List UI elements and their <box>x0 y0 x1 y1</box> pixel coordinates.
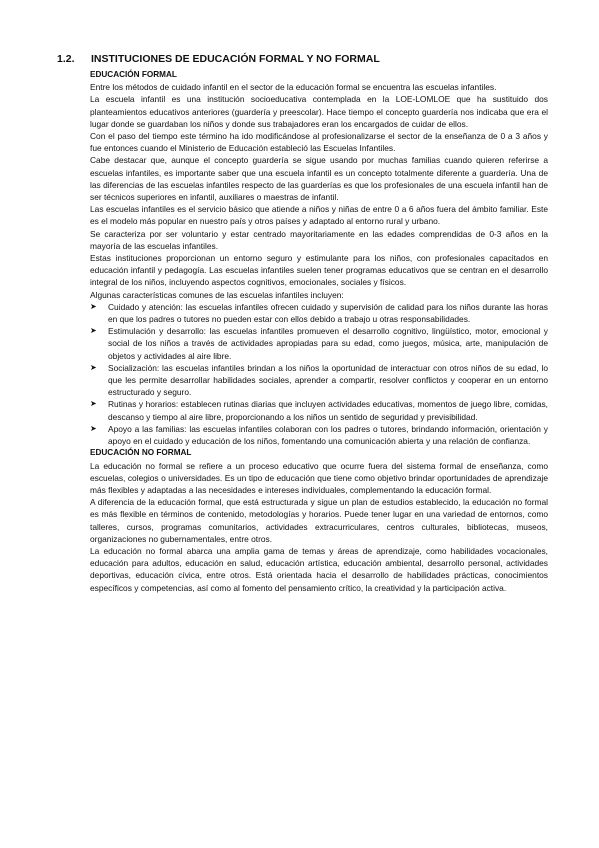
list-item-text: Estimulación y desarrollo: las escuelas infantiles promueven el desarrollo cognitivo, lingüístico, motor, emocional y social de los niños a través de actividades apropiadas para su edad, como juegos, música, arte, manipulación de objetos y actividades al aire libre. <box>108 326 548 361</box>
paragraph: Se caracteriza por ser voluntario y estar centrado mayoritariamente en las edades comprendidas de 0-3 años en la mayoría de las escuelas infantiles. <box>90 228 548 251</box>
non-formal-subheading: EDUCACIÓN NO FORMAL <box>90 448 192 458</box>
list-item-text: Socialización: las escuelas infantiles brindan a los niños la oportunidad de interactuar con otros niños de su edad, lo que les permite desarrollar habilidades sociales, aprender a compartir, resolver conflictos y cooperar en un entorno estructurado y seguro. <box>108 362 548 398</box>
list-item-text: Cuidado y atención: las escuelas infantiles ofrecen cuidado y supervisión de calidad para los niños durante las horas en que los padres o tutores no pueden estar con ellos debido a trabajo u otras responsabilidades. <box>108 301 548 325</box>
section-number: 1.2. <box>57 53 75 65</box>
list-item <box>90 423 548 447</box>
list-item-text: Rutinas y horarios: establecen rutinas diarias que incluyen actividades educativas, momentos de juego libre, comidas, descanso y tiempo al aire libre, proporcionando a los niños un sentido de seguridad y previsibilidad. <box>108 399 548 422</box>
list-item <box>90 301 548 325</box>
paragraph: A diferencia de la educación formal, que está estructurada y sigue un plan de estudios establecido, la educación no formal es más flexible en términos de contenido, metodologías y horarios. Puede tener lugar en una variedad de entornos, como talleres, cursos, programas comunitarios, actividades extracurriculares, centros culturales, bibliotecas, museos, organizaciones no gubernamentales, entre otros. <box>90 497 548 544</box>
paragraph: Las escuelas infantiles es el servicio básico que atiende a niños y niñas de entre 0 a 6 años fuera del ámbito familiar. Este es el modelo más popular en nuestro país y otros países y adaptado al entorno rural y urbano. <box>90 204 548 227</box>
arrow-bullet-icon: ➤ <box>90 326 97 336</box>
formal-subheading: EDUCACIÓN FORMAL <box>90 70 177 79</box>
list-item-text: Apoyo a las familias: las escuelas infantiles colaboran con los padres o tutores, brindando información, orientación y apoyo en el cuidado y educación de los niños, fomentando una comunicación abierta y una relación de confianza. <box>108 423 548 447</box>
list-item <box>90 398 548 422</box>
paragraph: Cabe destacar que, aunque el concepto guardería se sigue usando por muchas familias cuando quieren referirse a escuelas infantiles, es importante saber que una escuela infantil es un concepto totalmente diferente a guardería. Una de las diferencias de las escuelas infantiles respecto de las guarderías es que los profesionales de una escuela infantil han de ser técnicos superiores en infantil, auxiliares o maestras de infantil. <box>90 155 548 203</box>
paragraph: Algunas características comunes de las escuelas infantiles incluyen: <box>90 289 344 300</box>
paragraph: Con el paso del tiempo este término ha ido modificándose al profesionalizarse el sector de la enseñanza de 0 a 3 años y fue entonces cuando el Ministerio de Educación estableció las Escuelas Infantiles. <box>90 131 548 154</box>
list-item <box>90 325 548 362</box>
arrow-bullet-icon: ➤ <box>90 301 97 311</box>
arrow-bullet-icon: ➤ <box>90 423 97 433</box>
section-title: INSTITUCIONES DE EDUCACIÓN FORMAL Y NO FORMAL <box>91 53 380 65</box>
document-body <box>90 69 548 594</box>
arrow-bullet-icon: ➤ <box>90 362 97 372</box>
arrow-bullet-icon: ➤ <box>90 399 97 409</box>
paragraph: Estas instituciones proporcionan un entorno seguro y estimulante para los niños, con profesionales capacitados en educación infantil y pedagogía. Las escuelas infantiles suelen tener programas educativos que se centran en el desarrollo integral de los niños, incluyendo aspectos cognitivos, emocionales, sociales y físicos. <box>90 253 548 288</box>
paragraph: Entre los métodos de cuidado infantil en el sector de la educación formal se encuentra las escuelas infantiles. <box>90 82 497 93</box>
paragraph: La escuela infantil es una institución socioeducativa contemplada en la LOE-LOMLOE que ha sustituido dos planteamientos educativos anteriores (guardería y preescolar). Hace tiempo el concepto guardería nos indicaba que era el lugar donde se guardaban los niños y donde sus trabajadores eran los encargados de cuidar de ellos. <box>90 94 548 129</box>
paragraph: La educación no formal se refiere a un proceso educativo que ocurre fuera del sistema formal de enseñanza, como escuelas, colegios o universidades. Es un tipo de educación que tiene como objetivo brindar oportunidades de aprendizaje más flexibles y adaptadas a las necesidades e intereses individuales, complementando la educación formal. <box>90 460 548 495</box>
paragraph: La educación no formal abarca una amplia gama de temas y áreas de aprendizaje, como habilidades vocacionales, educación para adultos, educación en salud, educación artística, educación ambiental, desarrollo personal, actividades deportivas, educación cívica, entre otros. Está orientada hacia el desarrollo de habilidades prácticas, conocimientos específicos y competencias, así como al fomento del pensamiento crítico, la creatividad y la participación activa. <box>90 545 548 593</box>
list-item <box>90 362 548 399</box>
characteristics-list <box>90 301 548 447</box>
